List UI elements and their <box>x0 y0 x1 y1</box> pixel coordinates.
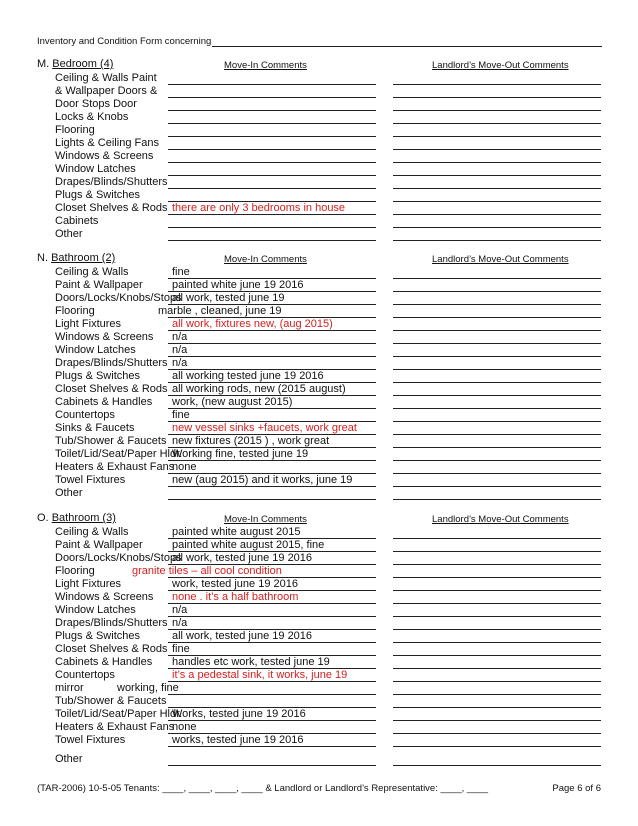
inventory-row <box>0 539 638 552</box>
section-room-name: Bathroom (2) <box>51 252 116 264</box>
item-label: Windows & Screens <box>55 150 154 162</box>
inventory-row <box>0 721 638 734</box>
move-in-comment-text: new fixtures (2015 ) , work great <box>172 435 330 447</box>
move-in-comment-text: n/a <box>172 604 188 616</box>
move-in-comment-text: painted white august 2015, fine <box>172 539 325 551</box>
inventory-row <box>0 396 638 409</box>
property-address-line[interactable] <box>212 46 602 47</box>
move-in-comment-text: Works, tested june 19 2016 <box>172 708 306 720</box>
item-label: Doors/Locks/Knobs/Stops <box>55 552 182 564</box>
move-in-comment-text: handles etc work, tested june 19 <box>172 656 330 668</box>
move-in-comment-text: all working tested june 19 2016 <box>172 370 324 382</box>
item-label: Paint & Wallpaper <box>55 539 143 551</box>
inventory-row <box>0 578 638 591</box>
move-in-comment-text: all work, tested june 19 <box>172 292 285 304</box>
item-label: Flooring <box>55 305 95 317</box>
item-label: Window Latches <box>55 604 136 616</box>
inventory-row <box>0 202 638 215</box>
section-title <box>37 58 113 70</box>
move-in-column-header: Move-In Comments <box>224 514 307 525</box>
move-out-comment-line[interactable] <box>393 765 601 766</box>
item-label: Plugs & Switches <box>55 370 140 382</box>
item-label: & Wallpaper Doors & <box>55 85 158 97</box>
inventory-row <box>0 643 638 656</box>
inventory-row <box>0 617 638 630</box>
item-label: Heaters & Exhaust Fans <box>55 461 175 473</box>
inventory-row <box>0 292 638 305</box>
inventory-row <box>0 552 638 565</box>
inventory-row <box>0 669 638 682</box>
item-label: Windows & Screens <box>55 591 154 603</box>
section-title <box>37 512 116 524</box>
item-label: Lights & Ceiling Fans <box>55 137 159 149</box>
move-in-comment-text: work, tested june 19 2016 <box>172 578 298 590</box>
move-in-comment-line[interactable] <box>168 765 376 766</box>
inventory-row <box>0 695 638 708</box>
item-label: Windows & Screens <box>55 331 154 343</box>
item-label: Closet Shelves & Rods <box>55 202 168 214</box>
item-label: Towel Fixtures <box>55 734 126 746</box>
inventory-row <box>0 176 638 189</box>
move-in-column-header: Move-In Comments <box>224 254 307 265</box>
item-label: Window Latches <box>55 344 136 356</box>
inventory-row <box>0 331 638 344</box>
item-label: Door Stops Door <box>55 98 137 110</box>
move-in-comment-text: Working fine, tested june 19 <box>172 448 309 460</box>
move-in-comment-text: n/a <box>172 344 188 356</box>
inventory-row <box>0 461 638 474</box>
item-label: Sinks & Faucets <box>55 422 135 434</box>
section-letter: N. <box>37 252 48 264</box>
inventory-row <box>0 682 638 695</box>
inventory-row <box>0 111 638 124</box>
move-in-comment-text: it’s a pedestal sink, it works, june 19 <box>172 669 348 681</box>
inventory-row <box>0 85 638 98</box>
inventory-row <box>0 357 638 370</box>
inventory-row <box>0 604 638 617</box>
section-letter: O. <box>37 512 49 524</box>
move-in-column-header: Move-In Comments <box>224 60 307 71</box>
footer-text: (TAR-2006) 10-5-05 Tenants: ____, ____, ____, ____ & Landlord or Landlord’s Representative: ____, ____ <box>37 783 489 794</box>
inventory-row <box>0 753 638 766</box>
page-number: Page 6 of 6 <box>552 783 601 794</box>
item-label: Plugs & Switches <box>55 630 140 642</box>
inventory-row <box>0 565 638 578</box>
inventory-row <box>0 215 638 228</box>
move-in-comment-text: marble , cleaned, june 19 <box>158 305 282 317</box>
item-label: Locks & Knobs <box>55 111 129 123</box>
item-label: Closet Shelves & Rods <box>55 643 168 655</box>
form-header-title: Inventory and Condition Form concerning <box>37 36 212 47</box>
move-out-comment-line[interactable] <box>393 499 601 500</box>
move-in-comment-text: none . it’s a half bathroom <box>172 591 299 603</box>
item-label: Tub/Shower & Faucets <box>55 435 167 447</box>
move-in-comment-text: work, (new august 2015) <box>172 396 293 408</box>
move-in-comment-text: painted white august 2015 <box>172 526 301 538</box>
move-in-comment-text: all work, tested june 19 2016 <box>172 630 313 642</box>
item-label: Countertops <box>55 669 115 681</box>
move-in-comment-text: n/a <box>172 617 188 629</box>
item-label: Other <box>55 228 83 240</box>
inventory-row <box>0 487 638 500</box>
move-in-comment-text: n/a <box>172 331 188 343</box>
item-label: Light Fixtures <box>55 318 122 330</box>
move-in-comment-line[interactable] <box>168 240 376 241</box>
move-in-comment-text: fine <box>172 643 190 655</box>
inventory-row <box>0 708 638 721</box>
item-label: mirror <box>55 682 84 694</box>
inventory-row <box>0 98 638 111</box>
inventory-row <box>0 630 638 643</box>
item-label: Toilet/Lid/Seat/Paper Hldr. <box>55 448 183 460</box>
inventory-row <box>0 383 638 396</box>
move-in-comment-text: fine <box>172 409 190 421</box>
inventory-row <box>0 409 638 422</box>
item-label: Ceiling & Walls Paint <box>55 72 157 84</box>
item-label: Toilet/Lid/Seat/Paper Hldr. <box>55 708 183 720</box>
inventory-row <box>0 422 638 435</box>
item-label: Other <box>55 753 83 765</box>
move-in-comment-line[interactable] <box>168 499 376 500</box>
move-out-column-header: Landlord’s Move-Out Comments <box>432 514 569 525</box>
inventory-row <box>0 526 638 539</box>
item-label: Cabinets <box>55 215 99 227</box>
item-label: Towel Fixtures <box>55 474 126 486</box>
move-in-comment-text: n/a <box>172 357 188 369</box>
inventory-row <box>0 228 638 241</box>
inventory-row <box>0 305 638 318</box>
item-label: Drapes/Blinds/Shutters <box>55 357 168 369</box>
inventory-row <box>0 72 638 85</box>
item-label: Drapes/Blinds/Shutters <box>55 176 168 188</box>
item-label: Tub/Shower & Faucets <box>55 695 167 707</box>
item-label: Closet Shelves & Rods <box>55 383 168 395</box>
move-in-comment-text: granite tiles – all cool condition <box>132 565 282 577</box>
item-label: Other <box>55 487 83 499</box>
move-in-comment-text: all working rods, new (2015 august) <box>172 383 346 395</box>
section-letter: M. <box>37 58 50 70</box>
move-in-comment-text: none <box>172 721 197 733</box>
move-in-comment-text: there are only 3 bedrooms in house <box>172 202 346 214</box>
inventory-row <box>0 163 638 176</box>
section-room-name: Bedroom (4) <box>52 58 114 70</box>
move-in-comment-text: fine <box>172 266 190 278</box>
inventory-row <box>0 189 638 202</box>
item-label: Ceiling & Walls <box>55 526 129 538</box>
item-label: Window Latches <box>55 163 136 175</box>
inventory-row <box>0 370 638 383</box>
item-label: Heaters & Exhaust Fans <box>55 721 175 733</box>
inventory-row <box>0 734 638 747</box>
item-label: Plugs & Switches <box>55 189 140 201</box>
item-label: Paint & Wallpaper <box>55 279 143 291</box>
inventory-row <box>0 474 638 487</box>
item-label: Flooring <box>55 565 95 577</box>
item-label: Cabinets & Handles <box>55 656 153 668</box>
move-out-comment-line[interactable] <box>393 746 601 747</box>
item-label: Doors/Locks/Knobs/Stops <box>55 292 182 304</box>
inventory-row <box>0 435 638 448</box>
inventory-row <box>0 318 638 331</box>
move-in-comment-text: none <box>172 461 197 473</box>
item-label: Drapes/Blinds/Shutters <box>55 617 168 629</box>
item-label: Cabinets & Handles <box>55 396 153 408</box>
inventory-row <box>0 124 638 137</box>
inventory-row <box>0 448 638 461</box>
inventory-row <box>0 656 638 669</box>
move-in-comment-text: painted white june 19 2016 <box>172 279 304 291</box>
move-in-comment-text: all work, fixtures new, (aug 2015) <box>172 318 333 330</box>
inventory-row <box>0 137 638 150</box>
section-room-name: Bathroom (3) <box>51 512 116 524</box>
item-label: Countertops <box>55 409 115 421</box>
item-label: Flooring <box>55 124 95 136</box>
item-label: Ceiling & Walls <box>55 266 129 278</box>
move-in-comment-text: new vessel sinks +faucets, work great <box>172 422 357 434</box>
move-out-column-header: Landlord’s Move-Out Comments <box>432 254 569 265</box>
inventory-row <box>0 591 638 604</box>
move-in-comment-text: all work, tested june 19 2016 <box>172 552 313 564</box>
move-in-comment-text: working, fine <box>117 682 179 694</box>
inventory-row <box>0 266 638 279</box>
move-in-comment-text: new (aug 2015) and it works, june 19 <box>172 474 353 486</box>
item-label: Light Fixtures <box>55 578 122 590</box>
move-out-column-header: Landlord’s Move-Out Comments <box>432 60 569 71</box>
inventory-row <box>0 150 638 163</box>
move-out-comment-line[interactable] <box>393 240 601 241</box>
inventory-row <box>0 344 638 357</box>
inventory-row <box>0 279 638 292</box>
move-in-comment-text: works, tested june 19 2016 <box>172 734 304 746</box>
section-title <box>37 252 115 264</box>
